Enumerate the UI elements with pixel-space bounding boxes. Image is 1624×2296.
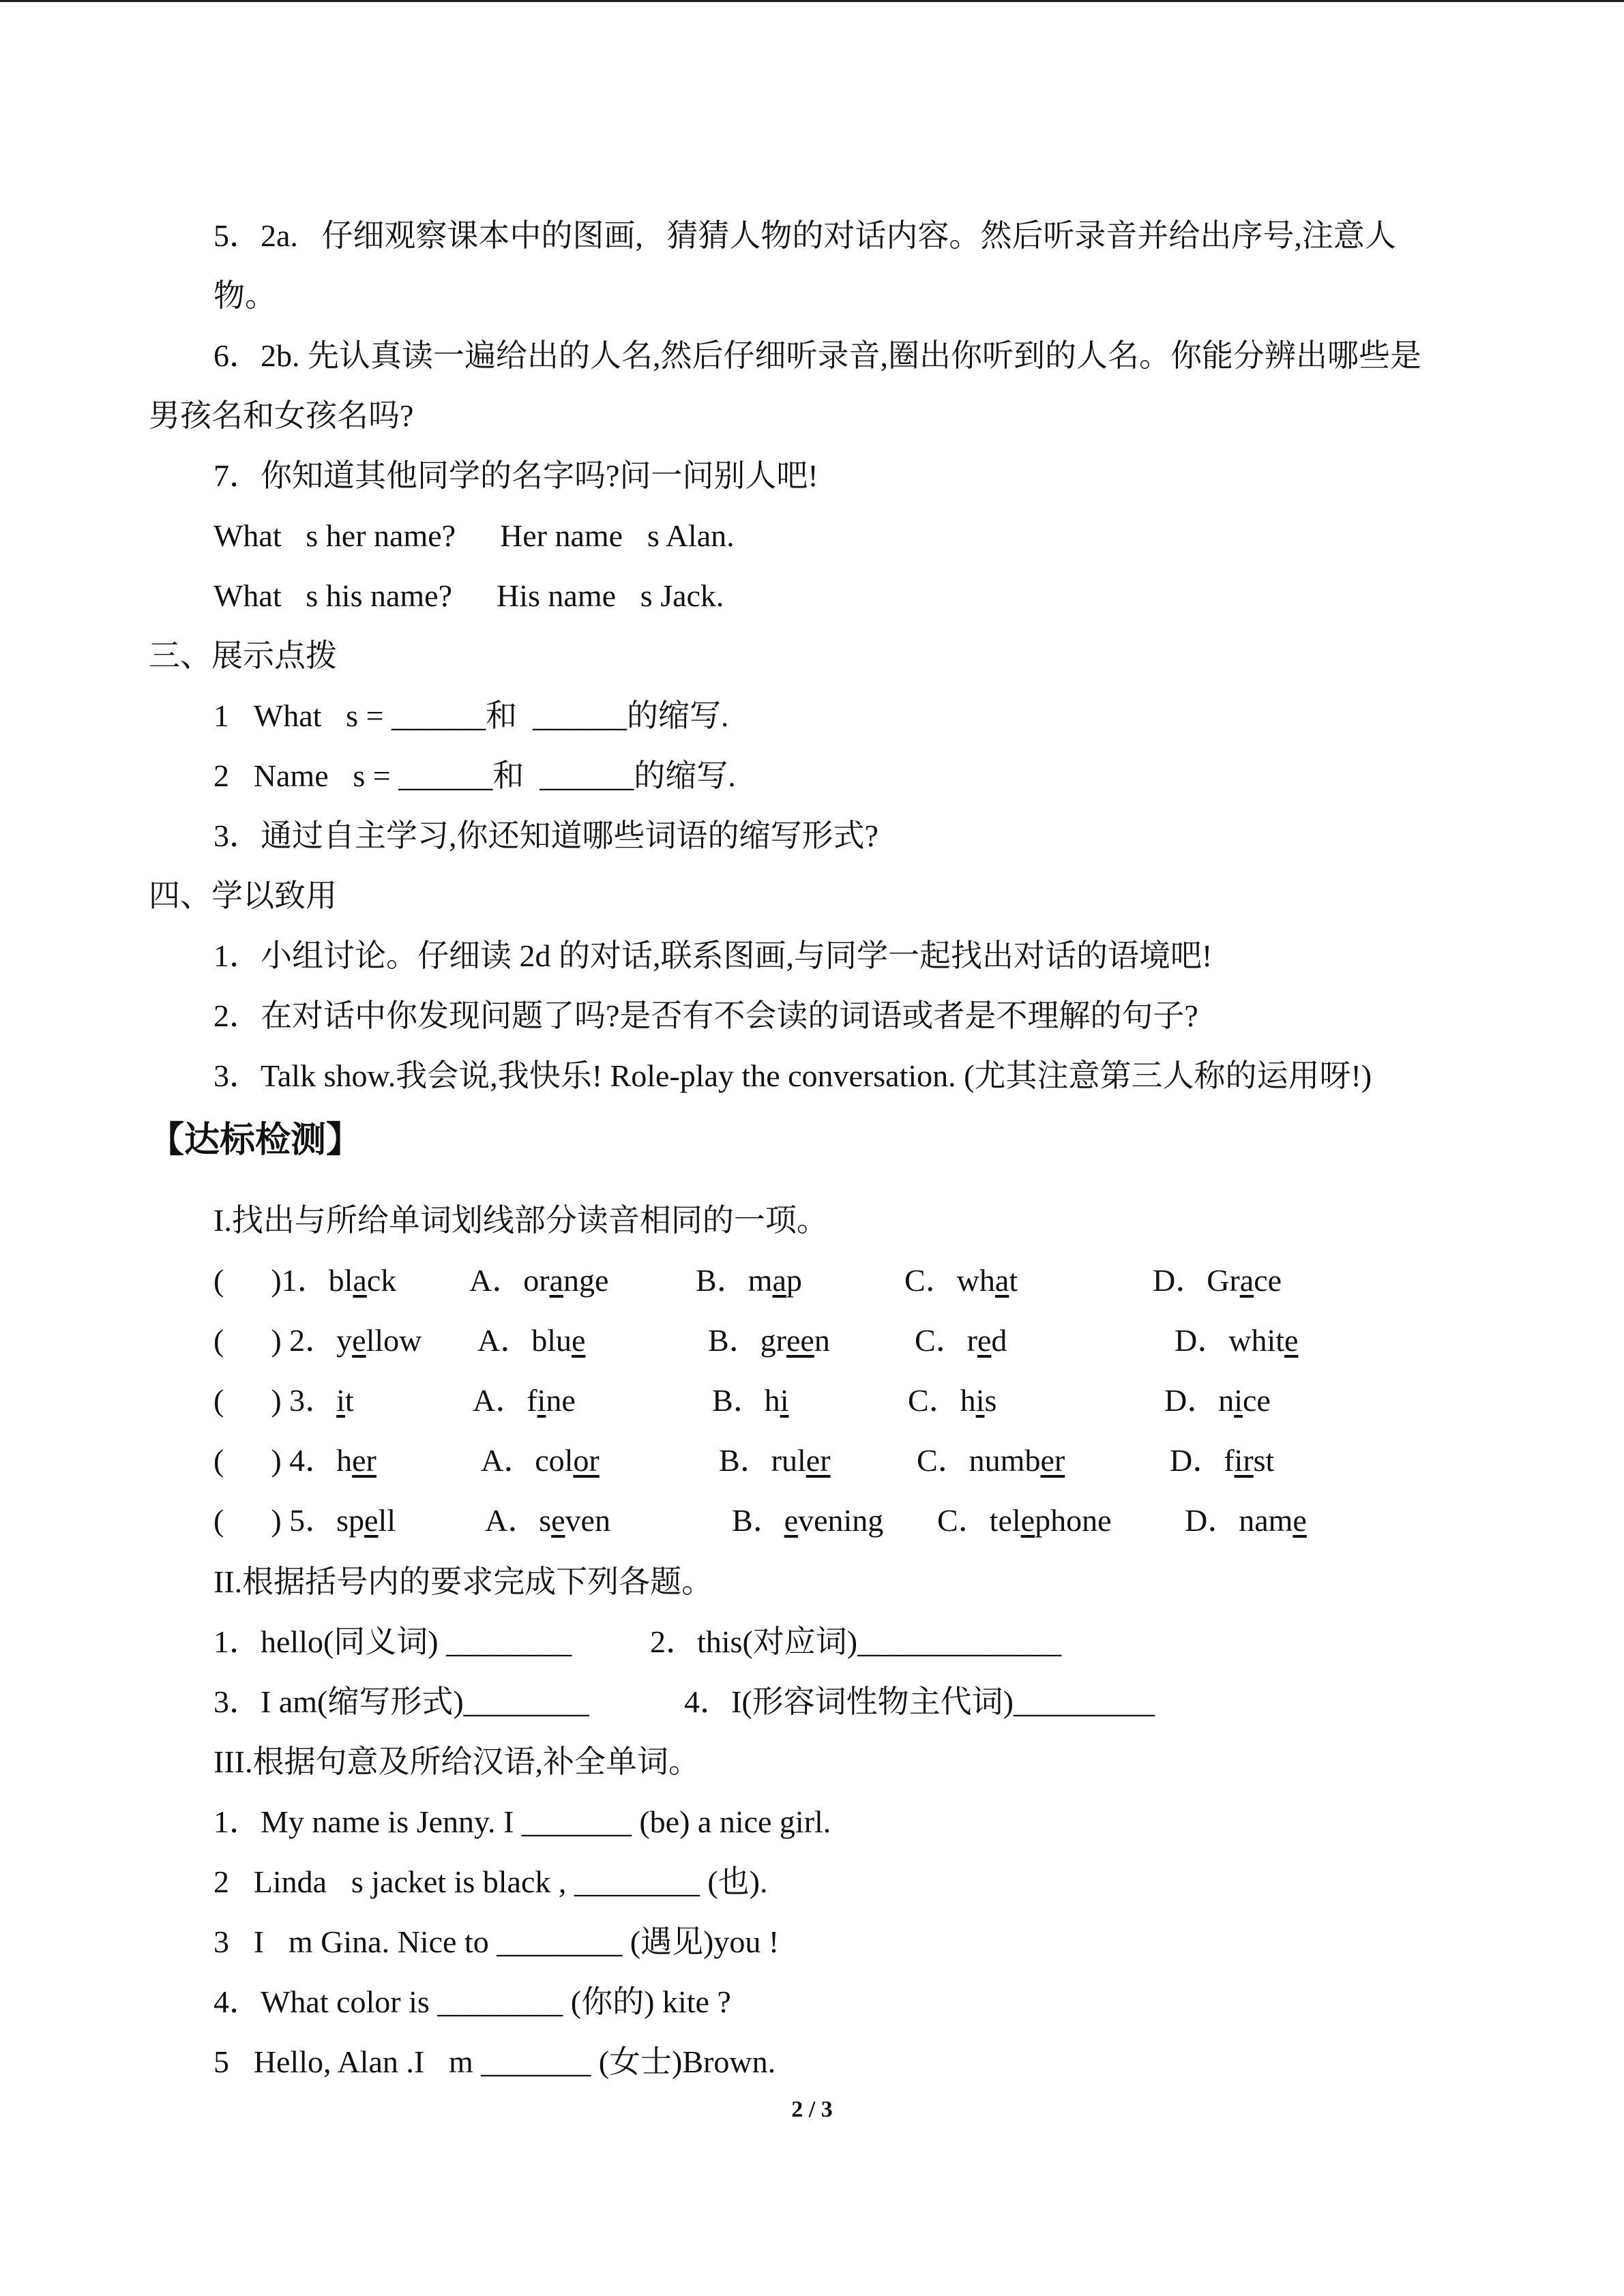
section-3-q3: 3．通过自主学习,你还知道哪些词语的缩写形式?	[213, 818, 879, 853]
part-1-row-2-option-b: B．green	[708, 1323, 830, 1358]
part-3-q3: 3．I⃞m Gina. Nice to ________ (遇见)you !	[213, 1924, 780, 1959]
section-4-q3: 3．Talk show.我会说,我快乐! Role-play the conversation. (尤其注意第三人称的运用呀!)	[213, 1058, 1372, 1093]
learning-item-5-line1: 5．2a. 仔细观察课本中的图画, 猜猜人物的对话内容。然后听录音并给出序号,注意人	[213, 218, 1396, 253]
example-1-question: What⃞s her name?	[213, 518, 456, 553]
part-2-q3: 3．I am(缩写形式)________	[213, 1684, 589, 1719]
part-1-row-1-stem: ( )1．black	[213, 1263, 397, 1298]
part-1-row-2-option-a: A．blue	[477, 1323, 586, 1358]
part-1-row-1-option-a: A．orange	[469, 1263, 609, 1298]
part-1-row-4-option-d: D．first	[1170, 1443, 1275, 1478]
learning-item-6-line1: 6．2b. 先认真读一遍给出的人名,然后仔细听录音,圈出你听到的人名。你能分辨出哪些是	[213, 338, 1421, 373]
section-3-title: 三、展示点拨	[149, 638, 337, 673]
part-1-row-2-option-d: D．white	[1175, 1323, 1299, 1358]
part-3-q4: 4．What color is ________ (你的) kite ?	[213, 1984, 731, 2019]
example-1-answer: Her name⃞s Alan.	[500, 518, 735, 553]
part-2-q1: 1．hello(同义词) ________	[213, 1624, 572, 1659]
example-2-answer: His name⃞s Jack.	[497, 578, 724, 613]
part-2-q4: 4．I(形容词性物主代词)_________	[684, 1684, 1155, 1719]
section-4-q2: 2．在对话中你发现问题了吗?是否有不会读的词语或者是不理解的句子?	[213, 998, 1198, 1033]
part-3-q2: 2．Linda⃞s jacket is black , ________ (也).	[213, 1864, 768, 1899]
test-heading: 【达标检测】	[149, 1120, 362, 1161]
part-1-row-1-option-b: B．map	[696, 1263, 802, 1298]
part-2-q2: 2．this(对应词)_____________	[650, 1624, 1062, 1659]
part-1-row-4-option-c: C．number	[917, 1443, 1065, 1478]
part-1-row-5-option-d: D．name	[1185, 1503, 1307, 1538]
learning-item-5-line2: 物。	[213, 278, 276, 313]
part-1-row-4-option-a: A．color	[481, 1443, 600, 1478]
section-4-q1: 1．小组讨论。仔细读 2d 的对话,联系图画,与同学一起找出对话的语境吧!	[213, 938, 1213, 973]
part-1-row-3-stem: ( ) 3．it	[213, 1383, 354, 1418]
part-3-q1: 1．My name is Jenny. I _______ (be) a nice girl.	[213, 1804, 831, 1839]
section-3-q1: 1．What⃞s = ______和 ______的缩写.	[213, 698, 729, 733]
page-number: 2 / 3	[791, 2097, 833, 2122]
part-2-title: II.根据括号内的要求完成下列各题。	[213, 1564, 713, 1599]
part-3-q5: 5．Hello, Alan .I⃞m _______ (女士)Brown.	[213, 2044, 776, 2079]
part-1-row-5-stem: ( ) 5．spell	[213, 1503, 396, 1538]
part-1-title: I.找出与所给单词划线部分读音相同的一项。	[213, 1203, 828, 1238]
part-1-row-2-stem: ( ) 2．yellow	[213, 1323, 422, 1358]
part-1-row-4-stem: ( ) 4．her	[213, 1443, 377, 1478]
learning-item-7: 7．你知道其他同学的名字吗?问一问别人吧!	[213, 458, 818, 493]
section-4-title: 四、学以致用	[149, 878, 337, 913]
section-3-q2: 2．Name⃞s = ______和 ______的缩写.	[213, 758, 736, 793]
part-1-row-3-option-a: A．fine	[473, 1383, 576, 1418]
part-1-row-5-option-a: A．seven	[485, 1503, 610, 1538]
part-1-row-1-option-d: D．Grace	[1153, 1263, 1282, 1298]
part-1-row-2-option-c: C．red	[915, 1323, 1007, 1358]
learning-item-6-line2: 男孩名和女孩名吗?	[149, 398, 414, 433]
part-1-row-3-option-d: D．nice	[1164, 1383, 1271, 1418]
example-2-question: What⃞s his name?	[213, 578, 453, 613]
part-1-row-3-option-b: B．hi	[712, 1383, 789, 1418]
part-3-title: III.根据句意及所给汉语,补全单词。	[213, 1744, 700, 1779]
part-1-row-4-option-b: B．ruler	[719, 1443, 831, 1478]
part-1-row-5-option-b: B．evening	[732, 1503, 884, 1538]
part-1-row-5-option-c: C．telephone	[937, 1503, 1112, 1538]
part-1-row-3-option-c: C．his	[908, 1383, 997, 1418]
part-1-row-1-option-c: C．what	[904, 1263, 1018, 1298]
